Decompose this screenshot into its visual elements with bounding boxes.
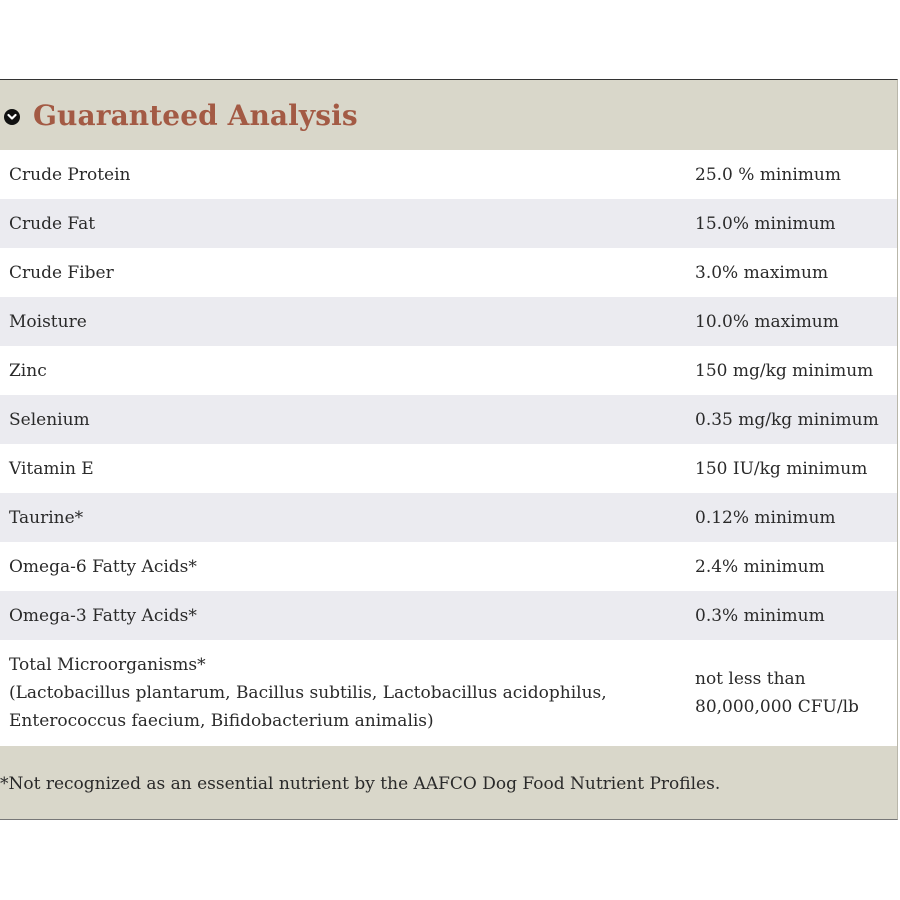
nutrient-name <box>0 651 686 735</box>
chevron-down-circle-icon[interactable] <box>4 109 20 125</box>
table-row <box>0 346 897 395</box>
table-row <box>0 248 897 297</box>
microorganisms-value-line2: 80,000,000 CFU/lb <box>695 697 859 717</box>
nutrient-value: 0.35 mg/kg minimum <box>695 409 879 430</box>
table-row <box>0 640 897 746</box>
section-header[interactable] <box>0 80 897 150</box>
guaranteed-analysis-panel <box>0 79 898 820</box>
nutrient-name: Crude Fat <box>9 213 96 234</box>
nutrient-name: Moisture <box>9 311 87 332</box>
table-row <box>0 542 897 591</box>
microorganisms-label: Total Microorganisms* <box>9 655 206 675</box>
nutrient-name: Selenium <box>9 409 90 430</box>
microorganisms-value-line1: not less than <box>695 669 806 689</box>
table-row <box>0 395 897 444</box>
nutrient-name: Vitamin E <box>9 458 94 479</box>
nutrient-value: 2.4% minimum <box>695 556 825 577</box>
nutrient-name: Omega-3 Fatty Acids* <box>9 605 197 626</box>
table-row <box>0 493 897 542</box>
footnote: *Not recognized as an essential nutrient by the AAFCO Dog Food Nutrient Profiles. <box>0 774 721 794</box>
nutrient-name: Crude Fiber <box>9 262 114 283</box>
nutrient-name: Omega-6 Fatty Acids* <box>9 556 197 577</box>
microorganisms-detail-line2: Enterococcus faecium, Bifidobacterium animalis) <box>9 711 434 731</box>
nutrient-value: 3.0% maximum <box>695 262 829 283</box>
nutrient-value: 10.0% maximum <box>695 311 839 332</box>
nutrient-name: Zinc <box>9 360 47 381</box>
nutrient-name: Taurine* <box>9 507 84 528</box>
nutrient-value: 0.3% minimum <box>695 605 825 626</box>
table-row <box>0 199 897 248</box>
nutrient-value: 25.0 % minimum <box>695 164 841 185</box>
table-row <box>0 297 897 346</box>
nutrient-value: 150 IU/kg minimum <box>695 458 868 479</box>
nutrient-value: 0.12% minimum <box>695 507 836 528</box>
nutrient-value: 150 mg/kg minimum <box>695 360 874 381</box>
section-title: Guaranteed Analysis <box>33 98 358 132</box>
table-row <box>0 591 897 640</box>
table-row <box>0 150 897 199</box>
table-row <box>0 444 897 493</box>
nutrient-value <box>686 665 897 721</box>
analysis-table <box>0 150 897 746</box>
nutrient-name: Crude Protein <box>9 164 131 185</box>
microorganisms-detail-line1: (Lactobacillus plantarum, Bacillus subtilis, Lactobacillus acidophilus, <box>9 683 607 703</box>
nutrient-value: 15.0% minimum <box>695 213 836 234</box>
